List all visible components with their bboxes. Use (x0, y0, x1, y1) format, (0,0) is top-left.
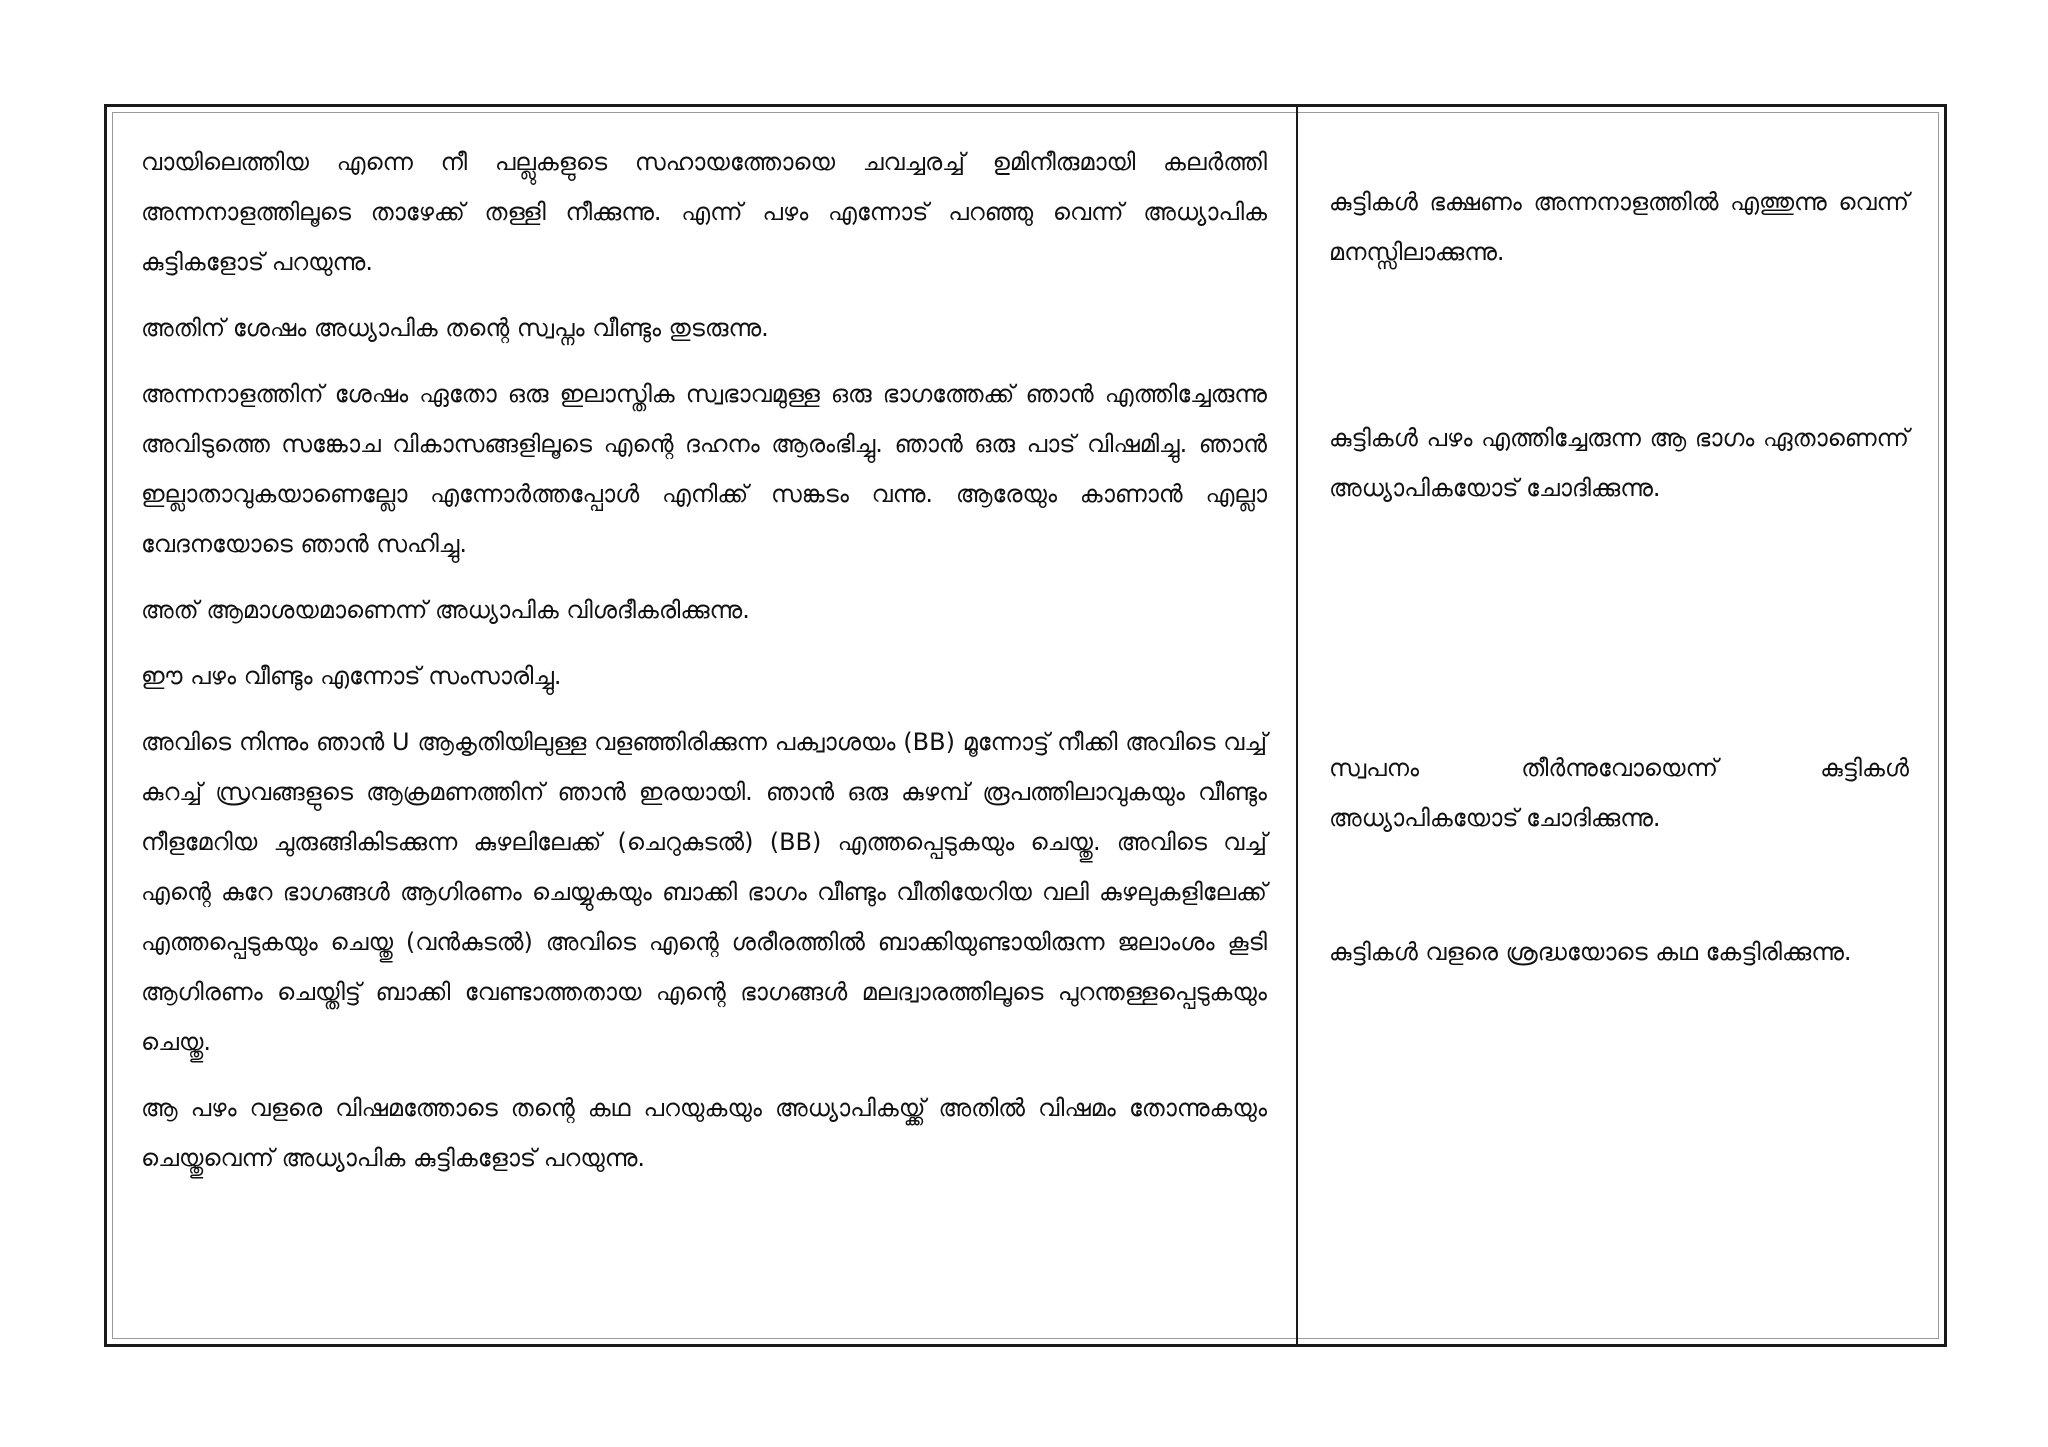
paragraph: അതിന് ശേഷം അധ്യാപിക തന്റെ സ്വപ്നം വീണ്ടും തുടരുന്നു. (141, 314, 769, 342)
paragraph: ഈ പഴം വീണ്ടും എന്നോട് സംസാരിച്ചു. (141, 662, 562, 690)
paragraph: അന്നനാളത്തിന് ശേഷം ഏതോ ഒരു ഇലാസ്തിക സ്വഭാവമുള്ള ഒരു ഭാഗത്തേക്ക് ഞാൻ എത്തിച്ചേരുന്നു അവിടുത്തെ സങ്കോച വികാസങ്ങളിലൂടെ എന്റെ ദഹനം ആരംഭിച്ചു. ഞാൻ ഒരു പാട് വിഷമിച്ചു. ഞാൻ ഇല്ലാതാവുകയാണെല്ലോ എന്നോർത്തപ്പോൾ എനിക്ക് സങ്കടം വന്നു. ആരേയും കാണാൻ എല്ലാ വേദനയോടെ ഞാൻ സഹിച്ചു. (141, 380, 1267, 558)
paragraph: അത് ആമാശയമാണെന്ന് അധ്യാപിക വിശദീകരിക്കുന്നു. (141, 596, 750, 624)
teacher-activity-column (141, 137, 1267, 1199)
document-table (104, 104, 1947, 1347)
response-paragraph: കുട്ടികൾ ഭക്ഷണം അന്നനാളത്തിൽ എത്തുന്നു വെന്ന് മനസ്സിലാക്കുന്നു. (1329, 188, 1909, 266)
paragraph: വായിലെത്തിയ എന്നെ നീ പല്ലുകളുടെ സഹായത്തോയെ ചവച്ചരച്ച് ഉമിനീരുമായി കലർത്തി അന്നനാളത്തിലൂടെ താഴേക്ക് തള്ളി നീക്കുന്നു. എന്ന് പഴം എന്നോട് പറഞ്ഞു വെന്ന് അധ്യാപിക കുട്ടികളോട് പറയുന്നു. (141, 148, 1267, 276)
paragraph: ആ പഴം വളരെ വിഷമത്തോടെ തന്റെ കഥ പറയുകയും അധ്യാപികയ്ക്ക് അതിൽ വിഷമം തോന്നുകയും ചെയ്തുവെന്ന് അധ്യാപിക കുട്ടികളോട് പറയുന്നു. (141, 1094, 1267, 1172)
response-paragraph: സ്വപനം തീർന്നുവോയെന്ന് കുട്ടികൾ അധ്യാപികയോട് ചോദിക്കുന്നു. (1329, 754, 1909, 832)
response-paragraph: കുട്ടികൾ പഴം എത്തിച്ചേരുന്ന ആ ഭാഗം ഏതാണെന്ന് അധ്യാപികയോട് ചോദിക്കുന്നു. (1329, 424, 1909, 502)
response-paragraph: കുട്ടികൾ വളരെ ശ്രദ്ധയോടെ കഥ കേട്ടിരിക്കുന്നു. (1329, 938, 1852, 966)
paragraph: അവിടെ നിന്നും ഞാൻ U ആകൃതിയിലുള്ള വളഞ്ഞിരിക്കുന്ന പക്വാശയം (BB) മൂന്നോട്ട് നീക്കി അവിടെ വച്ച് കുറച്ച് സ്രവങ്ങളുടെ ആക്രമണത്തിന് ഞാൻ ഇരയായി. ഞാൻ ഒരു കുഴമ്പ് രൂപത്തിലാവുകയും വീണ്ടും നീളമേറിയ ചുരുങ്ങികിടക്കുന്ന കുഴലിലേക്ക് (ചെറുകുടൽ) (BB) എത്തപ്പെടുകയും ചെയ്തു. അവിടെ വച്ച് എന്റെ കുറേ ഭാഗങ്ങൾ ആഗിരണം ചെയ്യുകയും ബാക്കി ഭാഗം വീണ്ടും വീതിയേറിയ വലി കുഴലുകളിലേക്ക് എത്തപ്പെടുകയും ചെയ്തു (വൻകുടൽ) അവിടെ എന്റെ ശരീരത്തിൽ ബാക്കിയുണ്ടായിരുന്ന ജലാംശം കൂടി ആഗിരണം ചെയ്തിട്ട് ബാക്കി വേണ്ടാത്തതായ എന്റെ ഭാഗങ്ങൾ മലദ്വാരത്തിലൂടെ പുറന്തള്ളപ്പെടുകയും ചെയ്തു. (141, 728, 1267, 1056)
column-divider (1296, 107, 1298, 1344)
